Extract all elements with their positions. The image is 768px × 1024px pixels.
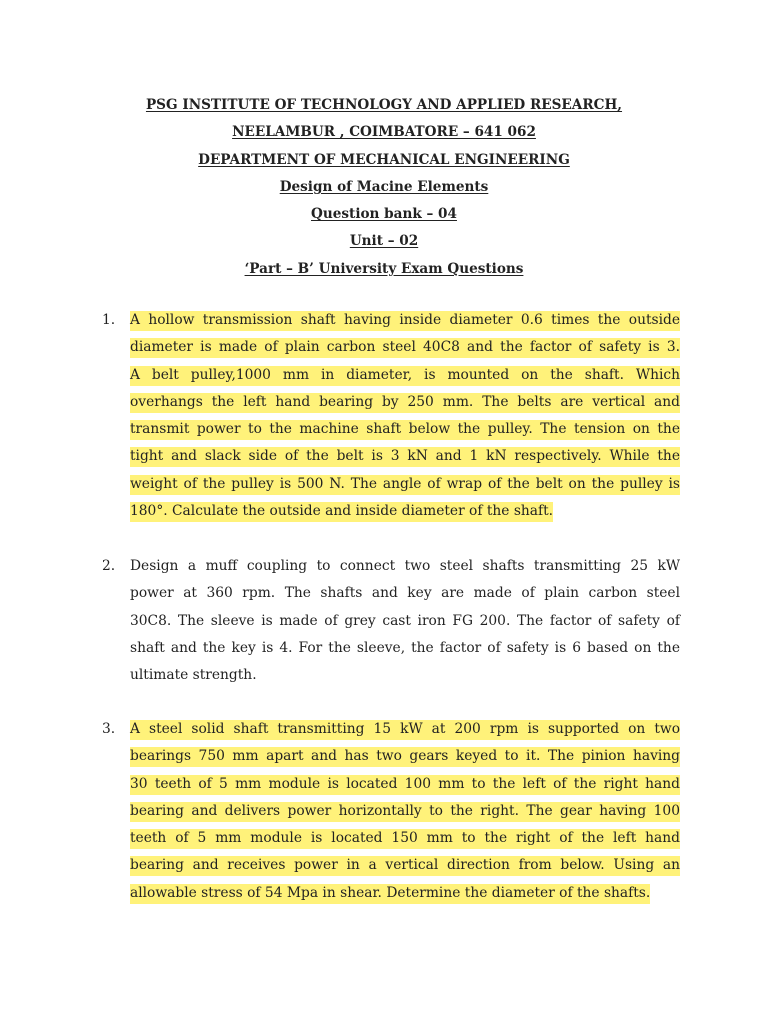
highlighted-text: tight and slack side of the belt is 3 kN and 1 kN respectively. While the	[130, 447, 680, 467]
institute-name: PSG INSTITUTE OF TECHNOLOGY AND APPLIED RESEARCH,	[145, 97, 623, 113]
document-header	[0, 92, 768, 283]
question-line	[130, 771, 680, 798]
highlighted-text: A steel solid shaft transmitting 15 kW at 200 rpm is supported on two	[130, 720, 680, 740]
question-line	[130, 307, 680, 334]
subject-title: Design of Macine Elements	[279, 178, 489, 195]
question-number: 1.	[102, 312, 116, 328]
highlighted-text: 30 teeth of 5 mm module is located 100 mm to the left of the right hand	[130, 775, 680, 795]
question-line	[130, 798, 680, 825]
highlighted-text: A hollow transmission shaft having inside diameter 0.6 times the outside	[130, 311, 680, 331]
question-line: shaft and the key is 4. For the sleeve, the factor of safety is 6 based on the	[130, 639, 680, 656]
question-3	[102, 716, 682, 907]
question-number: 3.	[102, 721, 116, 737]
question-1	[102, 307, 682, 525]
question-line	[130, 498, 680, 525]
question-line	[130, 825, 680, 852]
question-line: Design a muff coupling to connect two steel shafts transmitting 25 kW	[130, 558, 680, 574]
question-line	[130, 443, 680, 470]
question-line	[130, 334, 680, 361]
question-2	[102, 553, 682, 689]
institute-address: NEELAMBUR , COIMBATORE – 641 062	[232, 124, 536, 141]
question-line: power at 360 rpm. The shafts and key are made of plain carbon steel	[130, 585, 680, 602]
question-line	[130, 416, 680, 443]
highlighted-text: weight of the pulley is 500 N. The angle of wrap of the belt on the pulley is	[130, 475, 680, 495]
highlighted-text: bearing and receives power in a vertical direction from below. Using an	[130, 856, 680, 876]
question-line	[130, 471, 680, 498]
question-line	[130, 743, 680, 770]
department-name: DEPARTMENT OF MECHANICAL ENGINEERING	[198, 151, 570, 168]
question-line	[130, 716, 680, 743]
question-number: 2.	[102, 558, 116, 574]
question-text	[130, 553, 680, 689]
highlighted-text: bearing and delivers power horizontally to the right. The gear having 100	[130, 802, 680, 822]
question-line	[130, 852, 680, 879]
highlighted-text: bearings 750 mm apart and has two gears keyed to it. The pinion having	[130, 747, 680, 767]
highlighted-text: 180°. Calculate the outside and inside diameter of the shaft.	[130, 502, 553, 522]
question-line: ultimate strength.	[130, 667, 257, 684]
question-line: 30C8. The sleeve is made of grey cast iron FG 200. The factor of safety of	[130, 612, 680, 629]
question-line	[130, 362, 680, 389]
highlighted-text: teeth of 5 mm module is located 150 mm to the right of the left hand	[130, 829, 680, 849]
part-title: ‘Part – B’ University Exam Questions	[244, 260, 524, 277]
question-bank-number: Question bank – 04	[311, 206, 457, 223]
question-text	[130, 307, 680, 525]
question-line	[130, 389, 680, 416]
question-line	[130, 880, 680, 907]
highlighted-text: overhangs the left hand bearing by 250 mm. The belts are vertical and	[130, 393, 680, 413]
highlighted-text: diameter is made of plain carbon steel 40C8 and the factor of safety is 3.	[130, 338, 680, 358]
highlighted-text: A belt pulley,1000 mm in diameter, is mounted on the shaft. Which	[130, 366, 680, 386]
question-text	[130, 716, 680, 907]
highlighted-text: transmit power to the machine shaft below the pulley. The tension on the	[130, 420, 680, 440]
highlighted-text: allowable stress of 54 Mpa in shear. Determine the diameter of the shafts.	[130, 884, 650, 904]
unit-number: Unit – 02	[349, 233, 419, 250]
